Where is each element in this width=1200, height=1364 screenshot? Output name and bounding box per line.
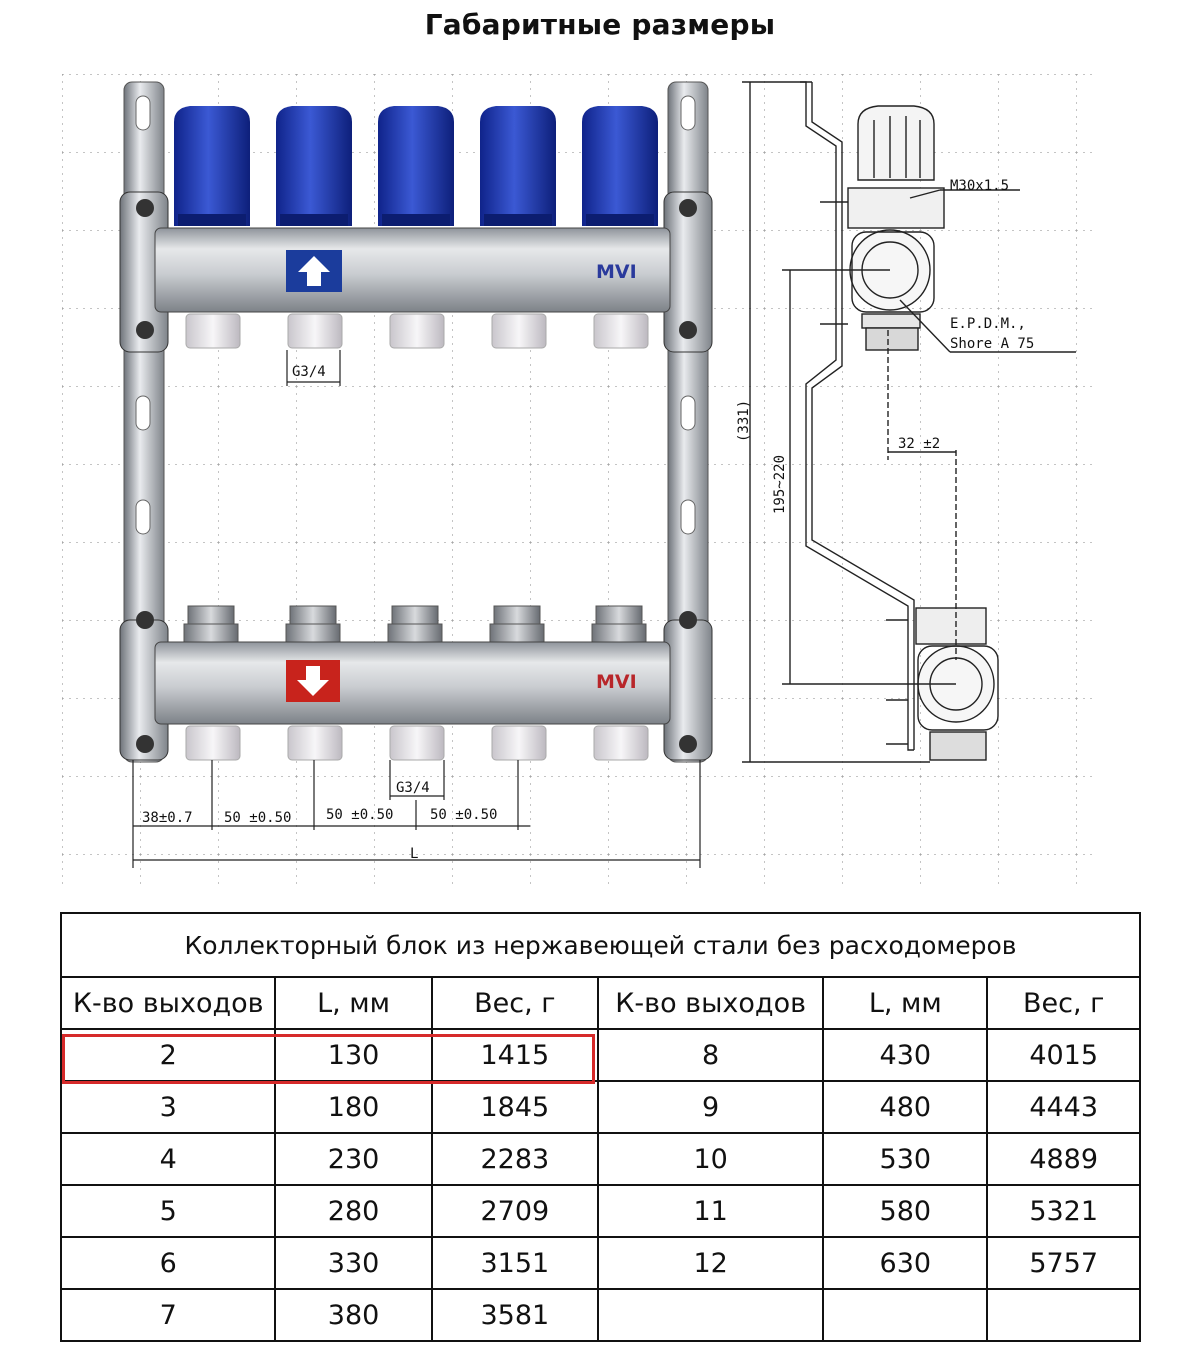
table-cell: 480 bbox=[823, 1081, 987, 1133]
table-row bbox=[61, 1237, 1140, 1289]
table-cell: 530 bbox=[823, 1133, 987, 1185]
table-cell: 330 bbox=[275, 1237, 431, 1289]
thread-cap-label: M30x1.5 bbox=[950, 178, 1010, 194]
table-cell: 430 bbox=[823, 1029, 987, 1081]
dim-pitch-3: 50 ±0.50 bbox=[430, 807, 498, 823]
valve-cap-icon bbox=[276, 106, 352, 226]
specs-table bbox=[60, 912, 1141, 1342]
height-axis-label: 195~220 bbox=[772, 454, 788, 514]
table-cell: 3581 bbox=[432, 1289, 598, 1341]
table-cell: 1845 bbox=[432, 1081, 598, 1133]
table-cell: 4443 bbox=[987, 1081, 1140, 1133]
table-cell: 2283 bbox=[432, 1133, 598, 1185]
table-cell: 5321 bbox=[987, 1185, 1140, 1237]
right-bracket bbox=[664, 82, 712, 762]
col-header-outlets: К-во выходов bbox=[61, 977, 275, 1029]
table-cell: 580 bbox=[823, 1185, 987, 1237]
valve-cap-icon bbox=[378, 106, 454, 226]
dim-first-outlet: 38±0.7 bbox=[142, 810, 193, 826]
table-cell: 1415 bbox=[432, 1029, 598, 1081]
table-cell: 8 bbox=[598, 1029, 823, 1081]
height-total-label: (331) bbox=[736, 399, 752, 442]
table-row bbox=[61, 1185, 1140, 1237]
table-row bbox=[61, 1289, 1140, 1341]
col-header-length-2: L, мм bbox=[823, 977, 987, 1029]
table-row bbox=[61, 1081, 1140, 1133]
table-cell: 5 bbox=[61, 1185, 275, 1237]
dim-pitch-1: 50 ±0.50 bbox=[224, 810, 292, 826]
seal-label-line2: Shore A 75 bbox=[950, 336, 1035, 352]
dim-pitch-2: 50 ±0.50 bbox=[326, 807, 394, 823]
col-header-outlets-2: К-во выходов bbox=[598, 977, 823, 1029]
table-cell: 380 bbox=[275, 1289, 431, 1341]
valve-cap-icon bbox=[582, 106, 658, 226]
table-cell: 4015 bbox=[987, 1029, 1140, 1081]
table-cell: 630 bbox=[823, 1237, 987, 1289]
table-cell: 130 bbox=[275, 1029, 431, 1081]
dim-length: L bbox=[410, 846, 419, 862]
thread-label-bottom: G3/4 bbox=[396, 780, 430, 796]
table-cell: 2709 bbox=[432, 1185, 598, 1237]
table-cell: 3151 bbox=[432, 1237, 598, 1289]
table-cell: 4889 bbox=[987, 1133, 1140, 1185]
table-cell: 12 bbox=[598, 1237, 823, 1289]
table-cell bbox=[987, 1289, 1140, 1341]
table-cell bbox=[598, 1289, 823, 1341]
thread-label-top: G3/4 bbox=[292, 364, 326, 380]
table-header-row bbox=[61, 977, 1140, 1029]
brand-logo: MVI bbox=[596, 671, 637, 693]
brand-logo: MVI bbox=[596, 261, 637, 283]
table-cell: 10 bbox=[598, 1133, 823, 1185]
valve-caps bbox=[174, 106, 658, 226]
table-cell: 7 bbox=[61, 1289, 275, 1341]
offset-label: 32 ±2 bbox=[898, 436, 941, 452]
table-cell: 230 bbox=[275, 1133, 431, 1185]
table-cell: 5757 bbox=[987, 1237, 1140, 1289]
table-cell: 280 bbox=[275, 1185, 431, 1237]
valve-cap-icon bbox=[480, 106, 556, 226]
table-cell: 3 bbox=[61, 1081, 275, 1133]
manifold-drawing bbox=[0, 60, 1200, 900]
table-row bbox=[61, 1133, 1140, 1185]
table-cell: 11 bbox=[598, 1185, 823, 1237]
table-cell bbox=[823, 1289, 987, 1341]
table-cell: 180 bbox=[275, 1081, 431, 1133]
col-header-weight: Вес, г bbox=[432, 977, 598, 1029]
col-header-weight-2: Вес, г bbox=[987, 977, 1140, 1029]
seal-label-line1: E.P.D.M., bbox=[950, 316, 1026, 332]
table-row bbox=[61, 1029, 1140, 1081]
col-header-length: L, мм bbox=[275, 977, 431, 1029]
page-title: Габаритные размеры bbox=[424, 8, 776, 41]
table-cell: 6 bbox=[61, 1237, 275, 1289]
table-cell: 9 bbox=[598, 1081, 823, 1133]
table-cell: 2 bbox=[61, 1029, 275, 1081]
return-bar bbox=[155, 642, 670, 724]
table-caption: Коллекторный блок из нержавеющей стали без расходомеров bbox=[61, 913, 1140, 977]
supply-bar bbox=[155, 228, 670, 312]
valve-cap-icon bbox=[174, 106, 250, 226]
table-cell: 4 bbox=[61, 1133, 275, 1185]
